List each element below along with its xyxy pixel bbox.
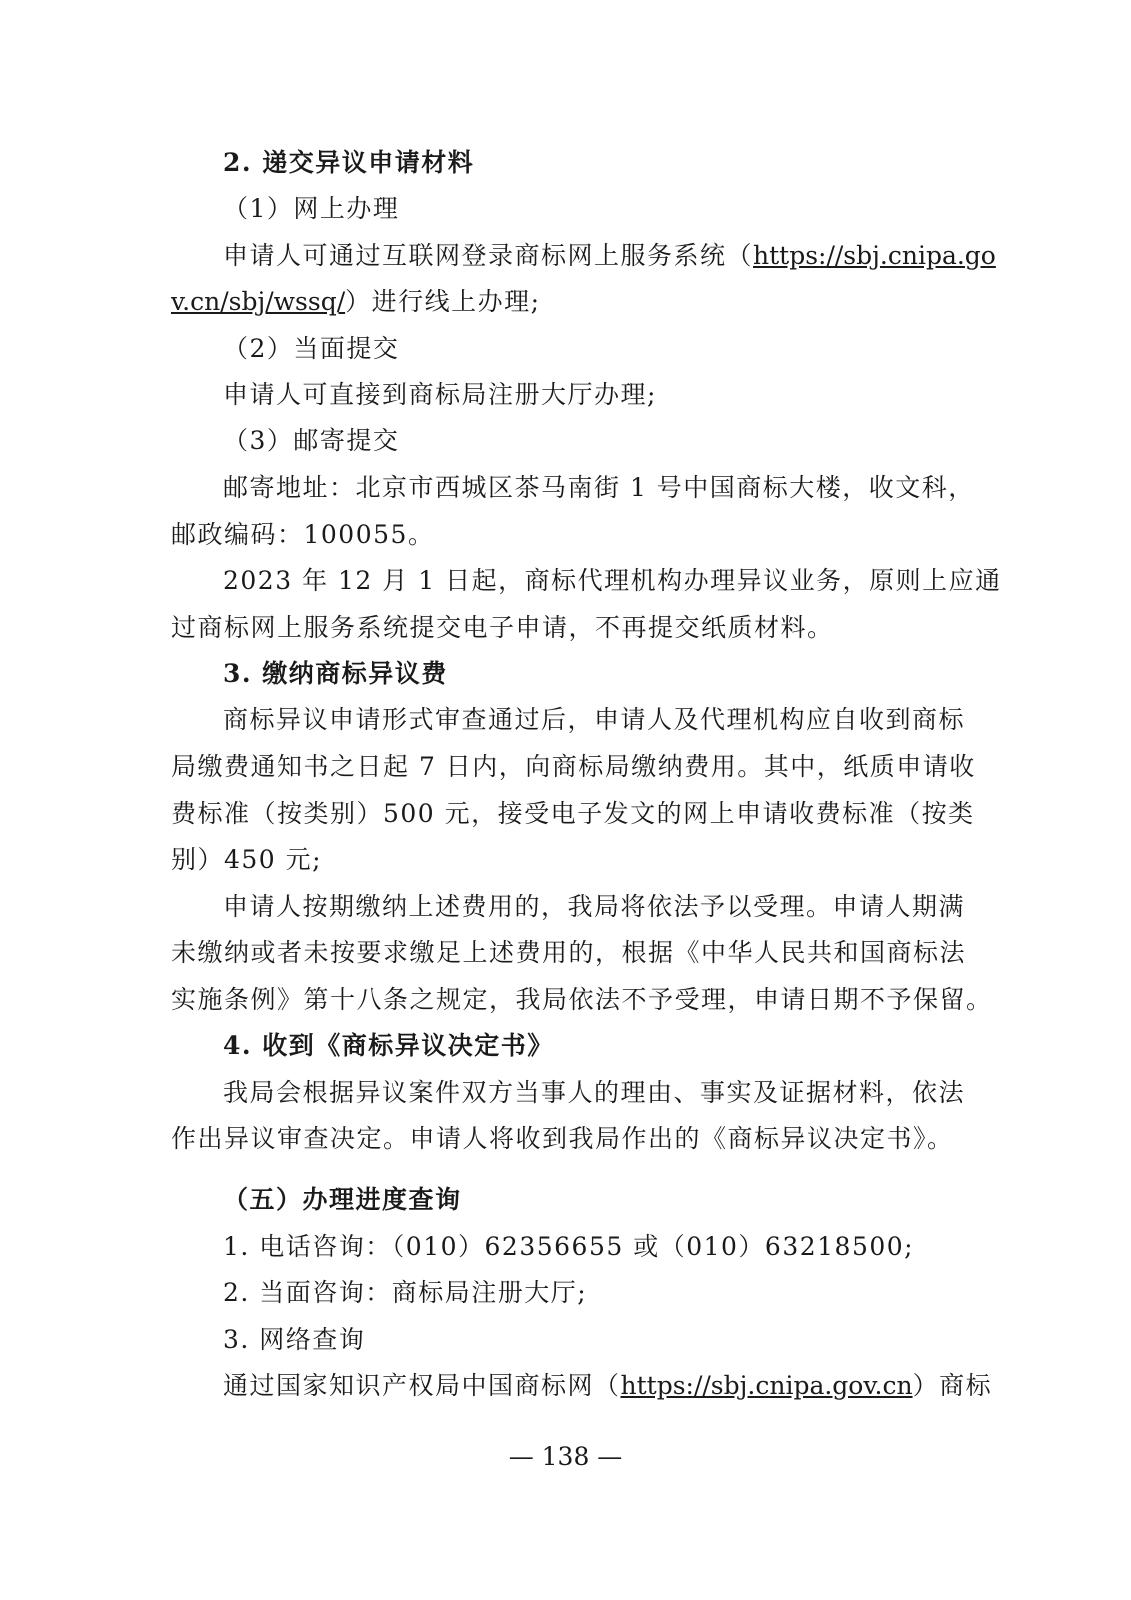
- section-heading-decision: 4. 收到《商标异议决定书》: [223, 1031, 554, 1060]
- paragraph-online-line-1: [223, 239, 996, 273]
- link-online-service-part-2[interactable]: v.cn/sbj/wssq/: [171, 287, 346, 316]
- section-heading-submit-materials: 2. 递交异议申请材料: [223, 148, 475, 177]
- subheading-mail: （3）邮寄提交: [223, 426, 400, 455]
- page-number: — 138 —: [508, 1442, 623, 1471]
- paragraph-decision-line-2: 作出异议审查决定。申请人将收到我局作出的《商标异议决定书》。: [171, 1124, 954, 1153]
- section-heading-progress-query: （五）办理进度查询: [223, 1185, 462, 1214]
- subheading-online: （1）网上办理: [223, 194, 400, 223]
- paragraph-online-line-2: [171, 285, 961, 319]
- paragraph-electronic-line-1: 2023 年 12 月 1 日起，商标代理机构办理异议业务，原则上应通: [223, 566, 1002, 595]
- paragraph-electronic-line-2: 过商标网上服务系统提交电子申请，不再提交纸质材料。: [171, 613, 834, 642]
- paragraph-decision-line-1: 我局会根据异议案件双方当事人的理由、事实及证据材料，依法: [223, 1078, 966, 1107]
- paragraph-in-person: 申请人可直接到商标局注册大厅办理;: [223, 380, 657, 409]
- paragraph-fee-line-3: 费标准（按类别）500 元，接受电子发文的网上申请收费标准（按类: [171, 799, 975, 828]
- link-online-service-part-1[interactable]: https://sbj.cnipa.go: [753, 241, 996, 270]
- paragraph-online-query: [223, 1369, 993, 1403]
- list-item-in-person: 2. 当面咨询：商标局注册大厅;: [223, 1278, 588, 1307]
- paragraph-acceptance-line-3: 实施条例》第十八条之规定，我局依法不予受理，申请日期不予保留。: [171, 985, 993, 1014]
- paragraph-acceptance-line-2: 未缴纳或者未按要求缴足上述费用的，根据《中华人民共和国商标法: [171, 938, 967, 967]
- list-item-phone: 1. 电话咨询：（010）62356655 或（010）63218500;: [223, 1232, 915, 1261]
- paragraph-mail-line-1: 邮寄地址：北京市西城区茶马南街 1 号中国商标大楼，收文科，: [223, 473, 975, 502]
- section-heading-fee: 3. 缴纳商标异议费: [223, 659, 448, 688]
- text-online-a: 申请人可通过互联网登录商标网上服务系统（: [223, 241, 754, 270]
- paragraph-mail-line-2: 邮政编码：100055。: [171, 520, 435, 549]
- text-query-b: ）商标: [912, 1371, 993, 1400]
- subheading-in-person: （2）当面提交: [223, 334, 400, 363]
- list-item-online: 3. 网络查询: [223, 1325, 366, 1354]
- text-online-b: ）进行线上办理;: [345, 287, 541, 316]
- paragraph-acceptance-line-1: 申请人按期缴纳上述费用的，我局将依法予以受理。申请人期满: [223, 892, 966, 921]
- text-query-a: 通过国家知识产权局中国商标网（: [223, 1371, 621, 1400]
- paragraph-fee-line-2: 局缴费通知书之日起 7 日内，向商标局缴纳费用。其中，纸质申请收: [171, 752, 976, 781]
- link-trademark-site[interactable]: https://sbj.cnipa.gov.cn: [620, 1371, 913, 1400]
- paragraph-fee-line-4: 别）450 元;: [171, 845, 323, 874]
- paragraph-fee-line-1: 商标异议申请形式审查通过后，申请人及代理机构应自收到商标: [223, 705, 966, 734]
